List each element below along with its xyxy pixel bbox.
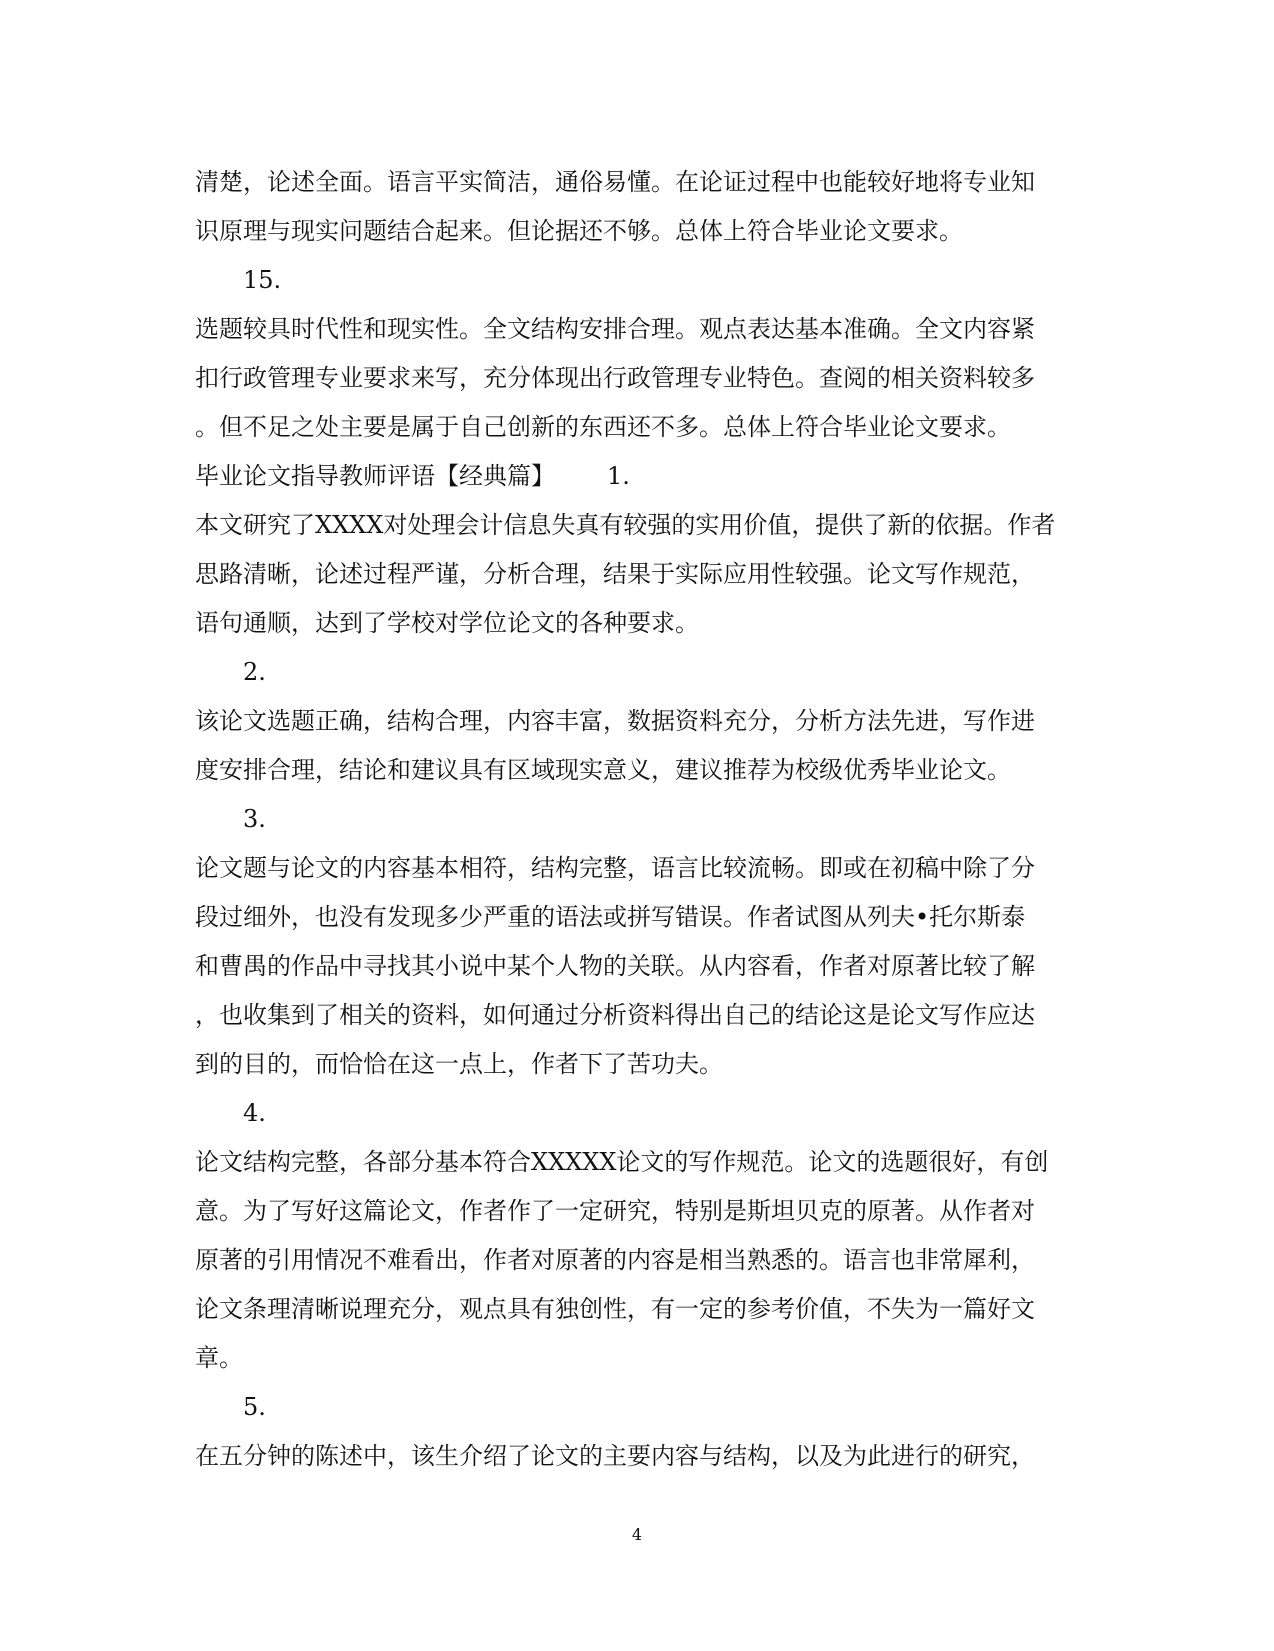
paragraph-line: 识原理与现实问题结合起来。但论据还不够。总体上符合毕业论文要求。: [195, 217, 963, 245]
section-title: 毕业论文指导教师评语【经典篇】: [195, 462, 555, 490]
item-number: 3.: [243, 805, 266, 833]
paragraph-line: 论文题与论文的内容基本相符，结构完整，语言比较流畅。即或在初稿中除了分: [195, 854, 1035, 882]
paragraph-line: 章。: [195, 1344, 243, 1372]
paragraph-line: 本文研究了XXXX对处理会计信息失真有较强的实用价值，提供了新的依据。作者: [195, 511, 1056, 539]
paragraph-line: 该论文选题正确，结构合理，内容丰富，数据资料充分，分析方法先进，写作进: [195, 707, 1035, 735]
paragraph-line: 意。为了写好这篇论文，作者作了一定研究，特别是斯坦贝克的原著。从作者对: [195, 1197, 1035, 1225]
item-number: 5.: [243, 1393, 266, 1421]
paragraph-line: 语句通顺，达到了学校对学位论文的各种要求。: [195, 609, 699, 637]
item-number: 1.: [607, 462, 630, 490]
paragraph-line: 。但不足之处主要是属于自己创新的东西还不多。总体上符合毕业论文要求。: [195, 413, 1011, 441]
page-number: 4: [631, 1525, 643, 1544]
paragraph-line: 原著的引用情况不难看出，作者对原著的内容是相当熟悉的。语言也非常犀利，: [195, 1246, 1035, 1274]
document-body: [195, 158, 1077, 1481]
paragraph-line: 论文结构完整，各部分基本符合XXXXX论文的写作规范。论文的选题很好，有创: [195, 1148, 1049, 1176]
section-heading: [195, 452, 1077, 501]
paragraph-line: 选题较具时代性和现实性。全文结构安排合理。观点表达基本准确。全文内容紧: [195, 315, 1035, 343]
paragraph-line: 到的目的，而恰恰在这一点上，作者下了苦功夫。: [195, 1050, 723, 1078]
paragraph-line: 思路清晰，论述过程严谨，分析合理，结果于实际应用性较强。论文写作规范，: [195, 560, 1035, 588]
paragraph-line: 在五分钟的陈述中，该生介绍了论文的主要内容与结构，以及为此进行的研究，: [195, 1442, 1035, 1470]
item-number: 4.: [243, 1099, 266, 1127]
item-number: 2.: [243, 658, 266, 686]
paragraph-line: 和曹禺的作品中寻找其小说中某个人物的关联。从内容看，作者对原著比较了解: [195, 952, 1035, 980]
paragraph-line: 清楚，论述全面。语言平实简洁，通俗易懂。在论证过程中也能较好地将专业知: [195, 168, 1035, 196]
paragraph-line: ，也收集到了相关的资料，如何通过分析资料得出自己的结论这是论文写作应达: [195, 1001, 1035, 1029]
item-number: 15.: [243, 266, 282, 294]
paragraph-line: 论文条理清晰说理充分，观点具有独创性，有一定的参考价值，不失为一篇好文: [195, 1295, 1035, 1323]
paragraph-line: 段过细外，也没有发现多少严重的语法或拼写错误。作者试图从列夫•托尔斯泰: [195, 903, 1026, 931]
paragraph-line: 扣行政管理专业要求来写，充分体现出行政管理专业特色。查阅的相关资料较多: [195, 364, 1035, 392]
paragraph-line: 度安排合理，结论和建议具有区域现实意义，建议推荐为校级优秀毕业论文。: [195, 756, 1011, 784]
